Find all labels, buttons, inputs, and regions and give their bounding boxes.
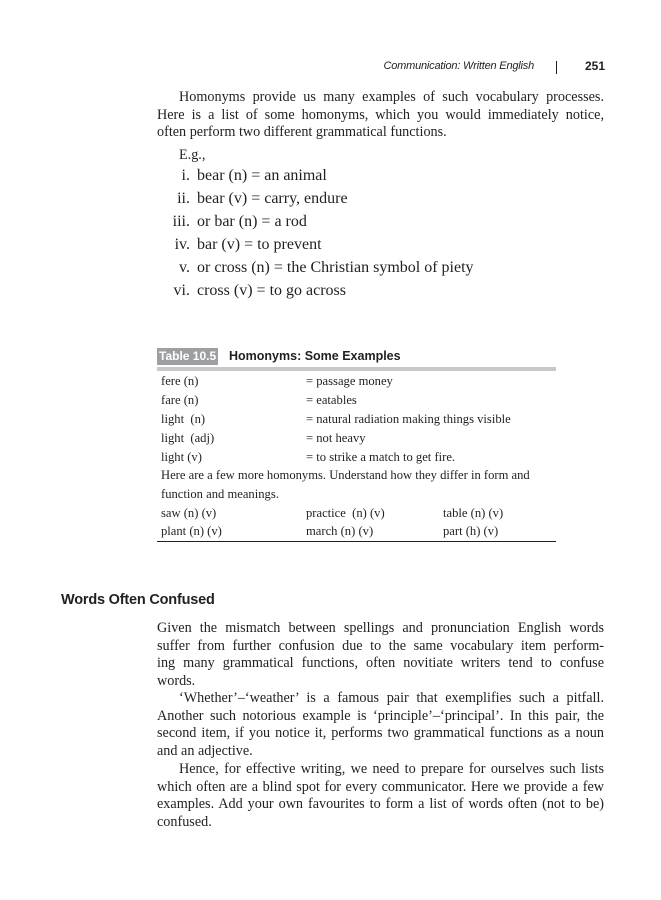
table-top-rule (157, 367, 556, 371)
paragraph-line: confused. (157, 814, 212, 831)
table-cell-meaning: = to strike a match to get fire. (306, 450, 456, 464)
intro-line: often perform two different grammatical functions. (157, 124, 447, 141)
list-item-number: iv. (174, 236, 190, 253)
list-item-number: iii. (172, 213, 190, 230)
list-item-text: bear (v) = carry, endure (197, 190, 348, 207)
table-note: Here are a few more homonyms. Understand how they differ in form and (161, 468, 530, 482)
table-cell-meaning: = eatables (306, 393, 357, 407)
table-cell: table (n) (v) (443, 506, 504, 520)
table-bottom-rule (157, 541, 556, 542)
paragraph-line: second item, if you notice it, performs two grammatical functions as a noun (157, 725, 604, 742)
table-cell-meaning: = passage money (306, 374, 393, 388)
eg-label: E.g., (179, 147, 206, 163)
list-item-number: ii. (177, 190, 190, 207)
list-item-number: vi. (173, 282, 190, 299)
table-cell-meaning: = natural radiation making things visible (306, 412, 511, 426)
intro-paragraph (157, 89, 604, 142)
paragraph-line: ‘Whether’–‘weather’ is a famous pair that exemplifies such a pitfall. (179, 690, 604, 706)
section-heading: Words Often Confused (61, 592, 215, 608)
intro-line: Here is a list of some homonyms, which you would immediately notice, (157, 106, 604, 123)
paragraph-line: Given the mismatch between spellings and pronunciation English words (157, 620, 604, 636)
paragraph-line: words. (157, 673, 196, 690)
paragraph-line: Hence, for effective writing, we need to prepare for ourselves such lists (179, 761, 604, 777)
paragraph-line: suffer from further confusion due to the same vocabulary item perform- (157, 637, 604, 654)
list-item-text: or cross (n) = the Christian symbol of piety (197, 259, 474, 276)
running-title: Communication: Written English (383, 60, 534, 72)
list-item-number: i. (181, 167, 190, 184)
paragraph-line: Another such notorious example is ‘principle’–‘principal’. In this pair, the (157, 707, 604, 724)
page-number: 251 (585, 59, 606, 73)
table-label: Table 10.5 (159, 349, 217, 363)
list-item-text: cross (v) = to go across (197, 282, 346, 299)
table-title: Homonyms: Some Examples (229, 349, 401, 363)
paragraph-line: and an adjective. (157, 743, 253, 760)
list-item-text: bar (v) = to prevent (197, 236, 322, 253)
section-paragraph-1 (157, 620, 604, 691)
intro-line: Homonyms provide us many examples of such vocabulary processes. (179, 89, 604, 105)
table-cell-word: light (n) (161, 412, 206, 426)
list-item-number: v. (179, 259, 190, 276)
table-cell-word: light (v) (161, 450, 202, 464)
table-cell: plant (n) (v) (161, 524, 222, 538)
table-cell-meaning: = not heavy (306, 431, 366, 445)
paragraph-line: which often are a blind spot for every communicator. Here we provide a few (157, 778, 604, 795)
section-paragraph-2 (157, 690, 604, 761)
table-cell-word: light (adj) (161, 431, 215, 445)
table-note: function and meanings. (161, 487, 279, 501)
list-item-text: bear (n) = an animal (197, 167, 327, 184)
section-paragraph-3 (157, 761, 604, 832)
running-header (0, 58, 661, 76)
paragraph-line: ing many grammatical functions, often novitiate writers tend to confuse (157, 655, 604, 672)
table-cell-word: fare (n) (161, 393, 199, 407)
list-item-text: or bar (n) = a rod (197, 213, 307, 230)
table-cell: march (n) (v) (306, 524, 374, 538)
paragraph-line: examples. Add your own favourites to form a list of words often (not to be) (157, 796, 604, 813)
table-cell: part (h) (v) (443, 524, 499, 538)
table-caption (157, 348, 557, 366)
table-cell-word: fere (n) (161, 374, 199, 388)
table-cell: practice (n) (v) (306, 506, 385, 520)
table-cell: saw (n) (v) (161, 506, 217, 520)
header-divider (556, 61, 557, 74)
